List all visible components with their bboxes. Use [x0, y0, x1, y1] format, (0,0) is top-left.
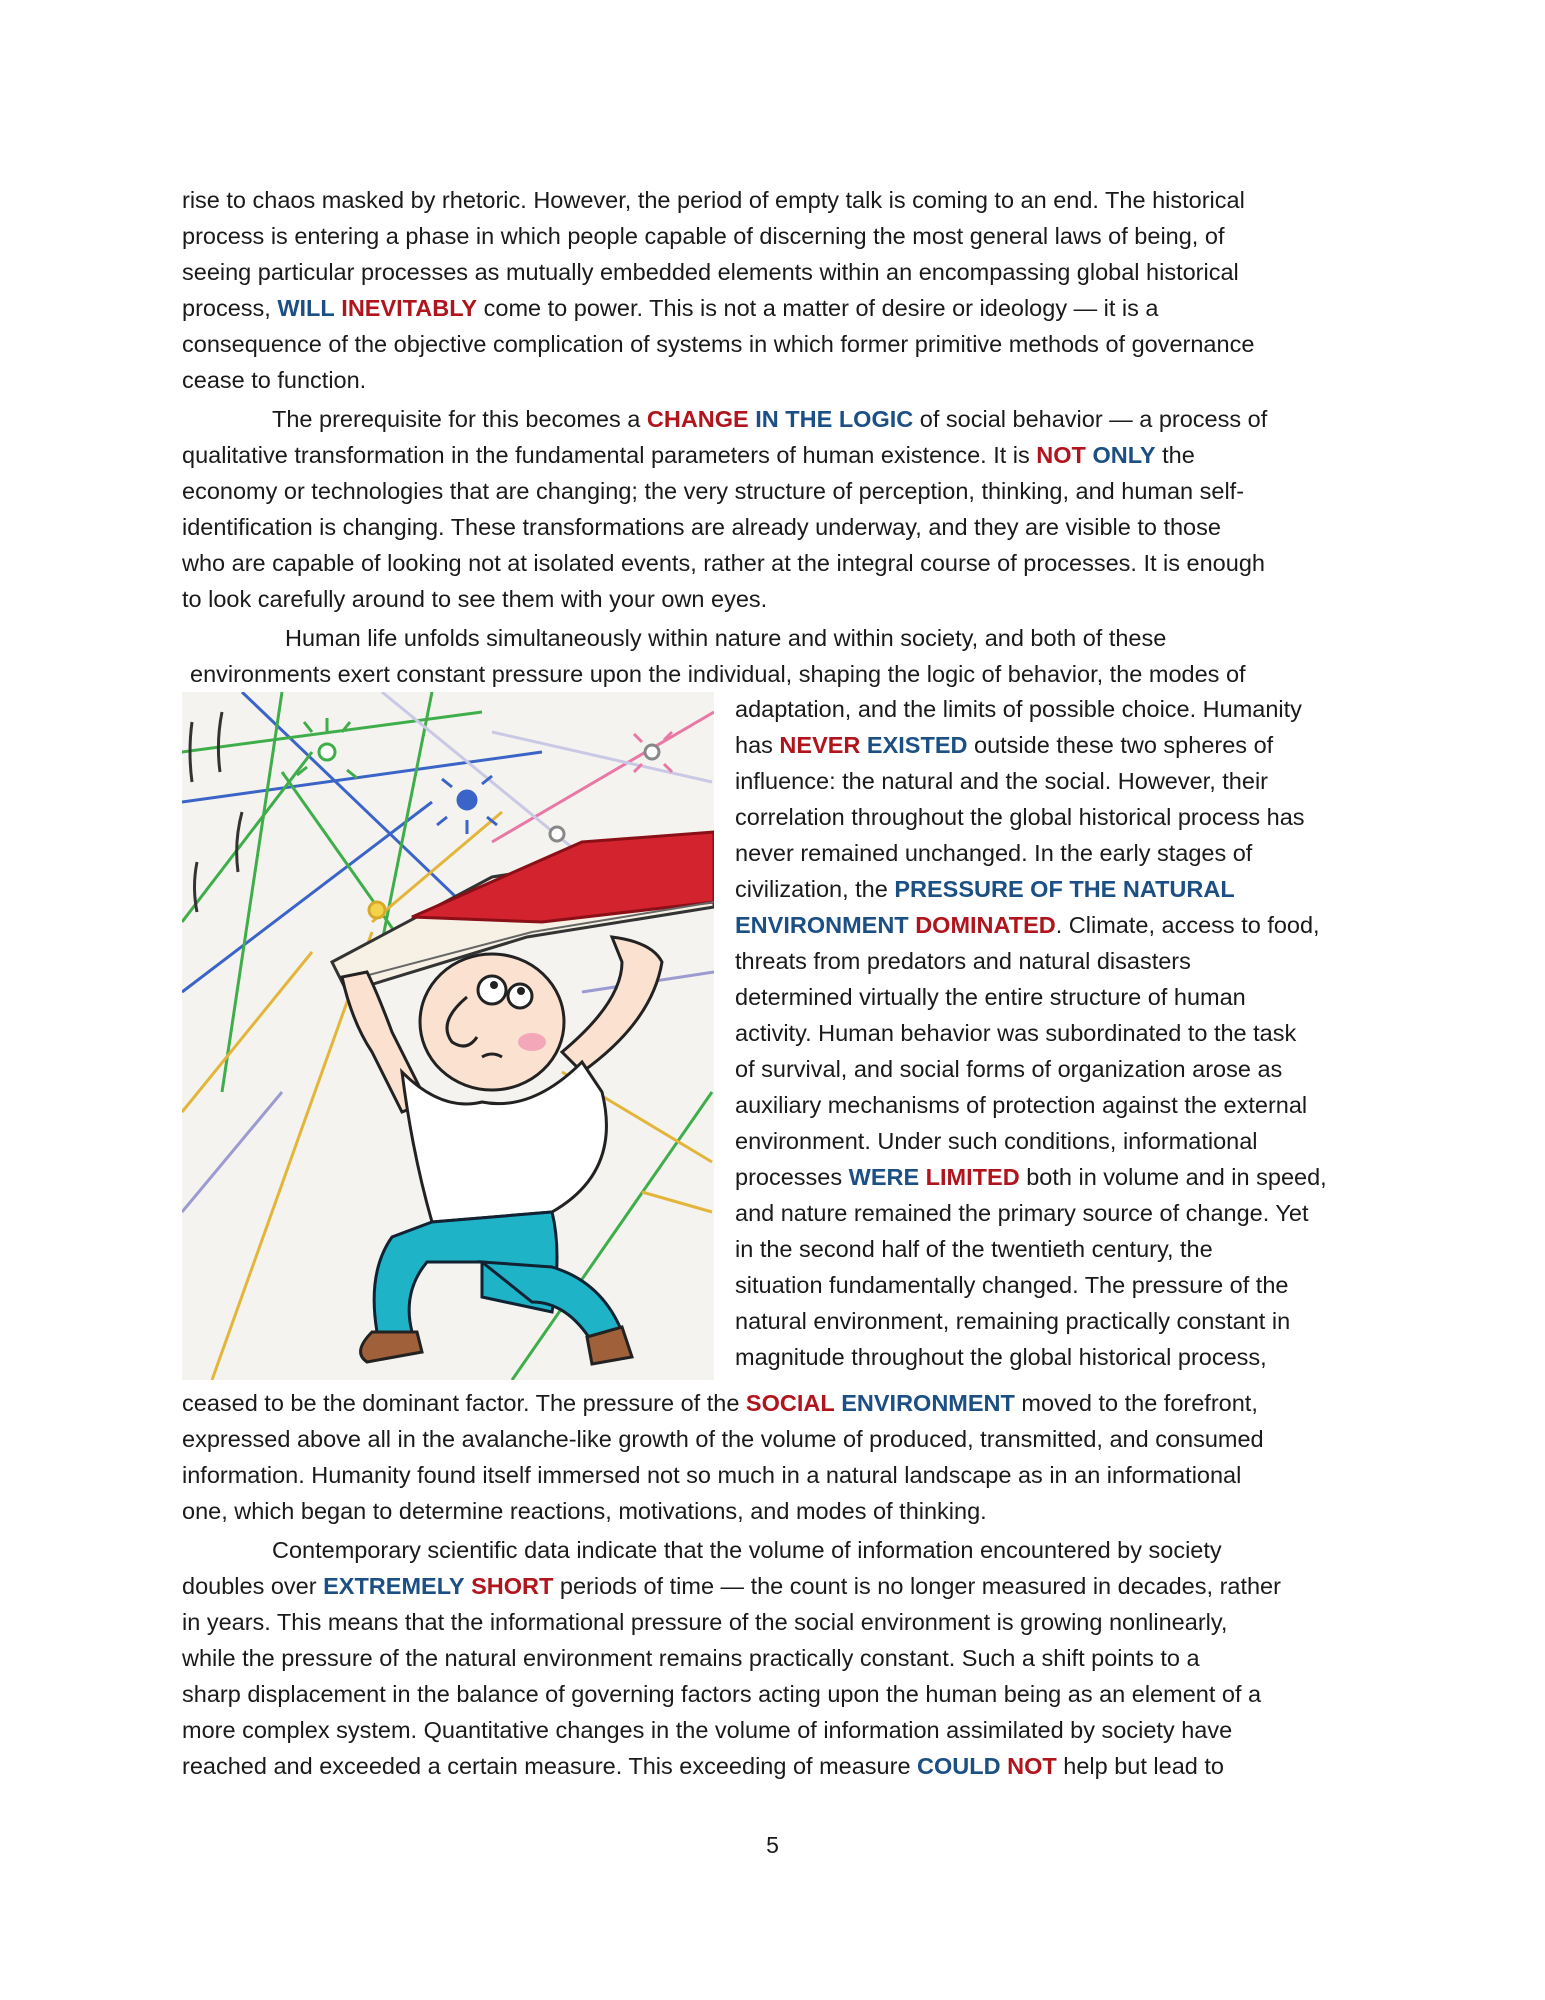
text-line: to look carefully around to see them with your own eyes.: [182, 586, 768, 612]
emphasis-red: DOMINATED: [915, 912, 1056, 938]
emphasis-blue: ENVIRONMENT: [735, 912, 909, 938]
text-line: natural environment, remaining practically constant in: [735, 1308, 1291, 1334]
text-line: one, which began to determine reactions, motivations, and modes of thinking.: [182, 1498, 987, 1524]
text-line: Contemporary scientific data indicate that the volume of information encountered by society: [272, 1537, 1222, 1563]
emphasis-red: NOT: [1036, 442, 1086, 468]
text-line: in the second half of the twentieth century, the: [735, 1236, 1213, 1262]
text-line: has NEVER EXISTED outside these two spheres of: [735, 732, 1274, 758]
text-line: ceased to be the dominant factor. The pressure of the SOCIAL ENVIRONMENT moved to the forefront,: [182, 1390, 1258, 1416]
text-line: processes WERE LIMITED both in volume and in speed,: [735, 1164, 1327, 1190]
emphasis-red: SOCIAL: [745, 1390, 835, 1416]
paragraph-3-top: [182, 620, 1372, 692]
paragraph-3-bottom: [182, 1385, 1372, 1529]
text-line: information. Humanity found itself immersed not so much in a natural landscape as in an informational: [182, 1462, 1242, 1488]
paragraph-3-wrapped-column: [735, 691, 1375, 1375]
emphasis-blue: WILL: [277, 295, 335, 321]
text-line: process is entering a phase in which people capable of discerning the most general laws of being, of: [182, 223, 1225, 249]
emphasis-red: CHANGE: [646, 406, 749, 432]
text-line: determined virtually the entire structure of human: [735, 984, 1246, 1010]
text-line: while the pressure of the natural environment remains practically constant. Such a shift points to a: [182, 1645, 1200, 1671]
text-line: of survival, and social forms of organization arose as: [735, 1056, 1283, 1082]
emphasis-blue: EXISTED: [866, 732, 968, 758]
text-line: cease to function.: [182, 367, 367, 393]
emphasis-red: NOT: [1007, 1753, 1057, 1779]
text-line: rise to chaos masked by rhetoric. However, the period of empty talk is coming to an end. The historical: [182, 187, 1245, 213]
text-line: never remained unchanged. In the early stages of: [735, 840, 1253, 866]
illustration-man-holding-book: [182, 692, 714, 1380]
emphasis-blue: WERE: [848, 1164, 920, 1190]
text-line: reached and exceeded a certain measure. This exceeding of measure COULD NOT help but lead to: [182, 1753, 1224, 1779]
paragraph-2: [182, 401, 1372, 617]
emphasis-red: NEVER: [779, 732, 861, 758]
text-line: environment. Under such conditions, informational: [735, 1128, 1258, 1154]
text-line: consequence of the objective complication of systems in which former primitive methods of governance: [182, 331, 1255, 357]
text-line: threats from predators and natural disasters: [735, 948, 1191, 974]
text-line: The prerequisite for this becomes a CHANGE IN THE LOGIC of social behavior — a process of: [272, 406, 1268, 432]
text-line: qualitative transformation in the fundamental parameters of human existence. It is NOT ONLY the: [182, 442, 1195, 468]
text-line: environments exert constant pressure upon the individual, shaping the logic of behavior, the modes of: [190, 661, 1246, 687]
text-line: doubles over EXTREMELY SHORT periods of time — the count is no longer measured in decades, rather: [182, 1573, 1281, 1599]
paragraph-4: [182, 1532, 1372, 1784]
text-line: who are capable of looking not at isolated events, rather at the integral course of processes. It is enough: [182, 550, 1265, 576]
emphasis-blue: ENVIRONMENT: [841, 1390, 1015, 1416]
text-line: situation fundamentally changed. The pressure of the: [735, 1272, 1289, 1298]
text-line: identification is changing. These transformations are already underway, and they are visible to those: [182, 514, 1221, 540]
text-line: Human life unfolds simultaneously within nature and within society, and both of these: [285, 625, 1167, 651]
emphasis-blue: IN THE LOGIC: [755, 406, 914, 432]
emphasis-blue: EXTREMELY: [323, 1573, 465, 1599]
text-line: expressed above all in the avalanche-like growth of the volume of produced, transmitted, and consumed: [182, 1426, 1264, 1452]
text-line: in years. This means that the informational pressure of the social environment is growing nonlinearly,: [182, 1609, 1228, 1635]
text-line: sharp displacement in the balance of governing factors acting upon the human being as an element of a: [182, 1681, 1262, 1707]
paragraph-1: [182, 182, 1372, 398]
emphasis-blue: COULD: [917, 1753, 1001, 1779]
text-line: correlation throughout the global historical process has: [735, 804, 1305, 830]
emphasis-red: LIMITED: [925, 1164, 1020, 1190]
illustration-drawing: [182, 692, 714, 1380]
text-line: activity. Human behavior was subordinated to the task: [735, 1020, 1297, 1046]
text-line: economy or technologies that are changing; the very structure of perception, thinking, and human self-: [182, 478, 1245, 504]
text-line: adaptation, and the limits of possible choice. Humanity: [735, 696, 1302, 722]
text-line: civilization, the PRESSURE OF THE NATURAL: [735, 876, 1235, 902]
emphasis-red: SHORT: [471, 1573, 554, 1599]
text-line: process, WILL INEVITABLY come to power. This is not a matter of desire or ideology — it is a: [182, 295, 1159, 321]
emphasis-blue: PRESSURE OF THE NATURAL: [894, 876, 1235, 902]
text-line: auxiliary mechanisms of protection against the external: [735, 1092, 1308, 1118]
emphasis-red: INEVITABLY: [341, 295, 478, 321]
text-line: influence: the natural and the social. However, their: [735, 768, 1268, 794]
emphasis-blue: ONLY: [1092, 442, 1156, 468]
text-line: and nature remained the primary source of change. Yet: [735, 1200, 1309, 1226]
text-line: more complex system. Quantitative changes in the volume of information assimilated by society have: [182, 1717, 1233, 1743]
page-number: 5: [766, 1832, 779, 1858]
text-line: magnitude throughout the global historical process,: [735, 1344, 1267, 1370]
text-line: ENVIRONMENT DOMINATED. Climate, access to food,: [735, 912, 1320, 938]
text-line: seeing particular processes as mutually embedded elements within an encompassing global historical: [182, 259, 1239, 285]
